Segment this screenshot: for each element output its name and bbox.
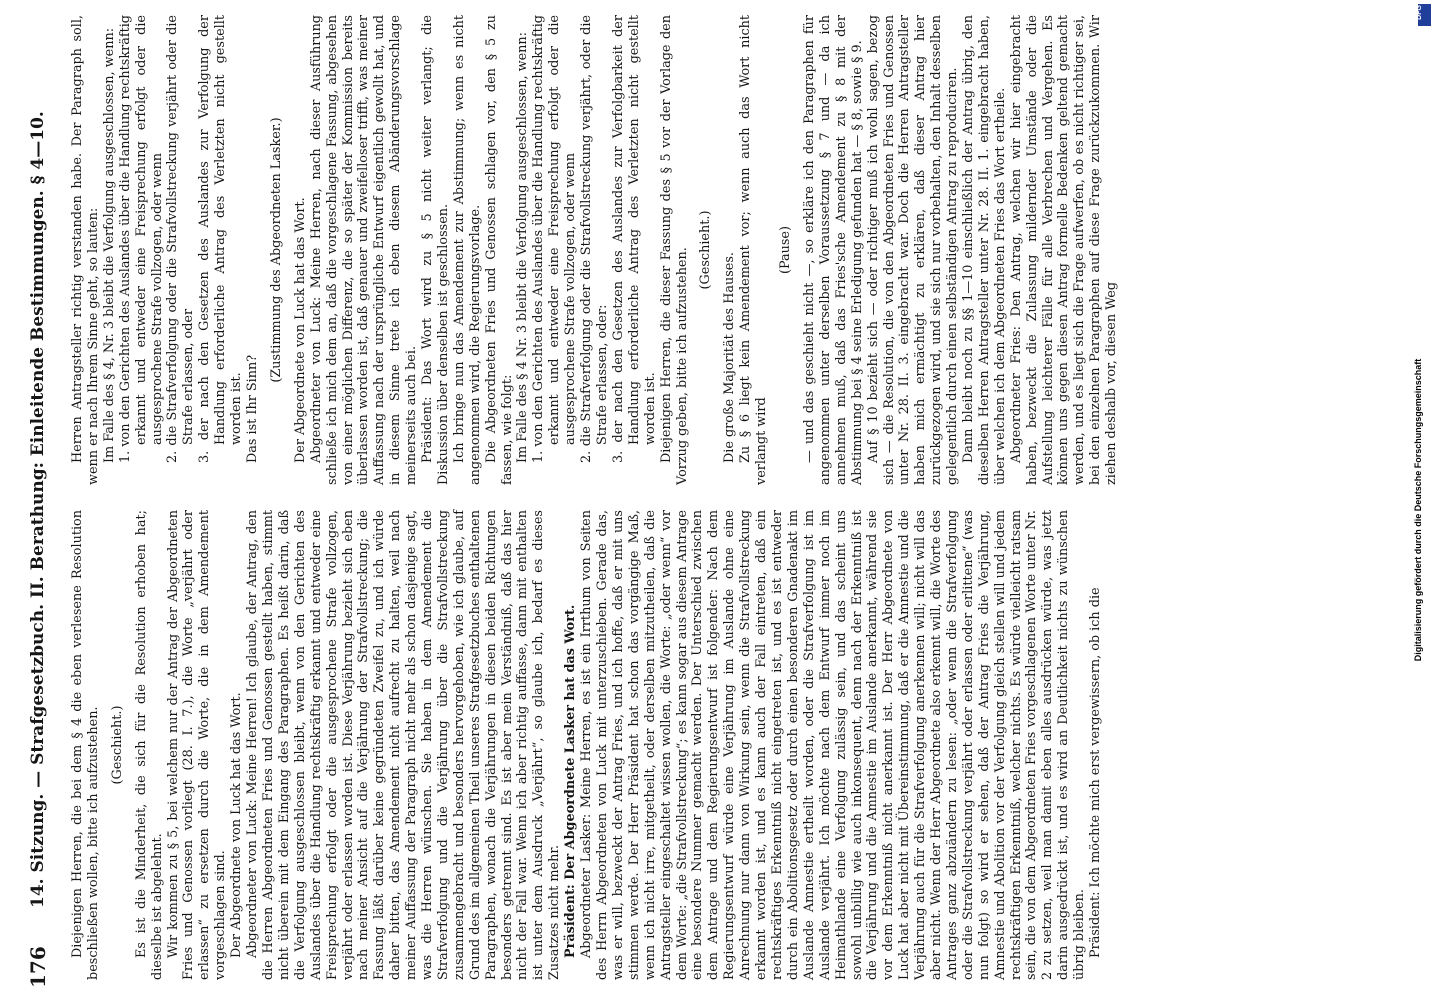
paragraph: Es ist die Minderheit, die sich für die Resolution erhoben hat; dieselbe ist abgelehnt. (133, 510, 165, 980)
paragraph: Die Abgeordneten Fries und Genossen schlagen vor, den § 5 zu fassen, wie folgt: (483, 15, 515, 485)
left-column (70, 510, 1104, 980)
paragraph: — und das geschieht nicht —, so erkläre ich den Paragraphen für angenommen unter derselben Voraussetzung § 7 und — da ich annehmen muß, daß das Fries'sche Amendement zu § 8 mit der Abstimmung bei § 4 seine Erledigung gefunden hat — § 8, sowie § 9. (801, 15, 865, 485)
paragraph: Im Falle des § 4 Nr. 3 bleibt die Verfolgung ausgeschlossen, wenn: (515, 32, 531, 463)
president-line: Präsident: Das Wort wird zu § 5 nicht weiter verlangt; die Diskussion über denselben ist geschlossen. (420, 15, 451, 485)
paragraph: Zu § 6 liegt kein Amendement vor; wenn auch das Wort nicht verlangt wird (738, 15, 770, 485)
stage-direction: (Geschieht.) (109, 705, 125, 785)
speech-paragraph: Abgeordneter von Luck: Meine Herren, nach dieser Ausführung schließe ich mich dem an, daß die vorgeschlagene Fassung, abgesehen von einer möglichen Differenz, die so später der Kommission bereits überlassen worden ist, daß genauer und zweifelloser trifft, was meiner Auffassung nach der ursprüngliche Entwurf eigentlich gewollt hat, und in diesem Sinne trete ich eben diesem Abänderungsvorschlage meinerseits auch bei. (308, 15, 420, 485)
speech-paragraph: Abgeordneter von Luck: Meine Herren! Ich glaube, der Antrag, den die Herren Abgeordneten Fries und Genossen gestellt haben, stimmt nicht überein mit dem Eingang des Paragraphen. Es heißt darin, daß die Verfolgung ausgeschlossen bleibt, wenn von den Gerichten des Auslandes über die Handlung rechtskräftig erkannt und entweder eine Freisprechung erfolgt oder die ausgesprochene Strafe vollzogen, verjährt oder erlassen worden ist. Diese Verjährung bezieht sich eben nach meiner Ansicht auf die Verjährung der Strafvollstreckung; die Fassung läßt darüber keine gegründeten Zweifel zu, und ich würde daher bitten, das Amendement nicht aufrecht zu halten, weil nach meiner Auffassung der Paragraph nicht mehr als schon dasjenige sagt, was die Herren wünschen. Sie haben in dem Amendement die Strafverfolgung und die Verjährung über die Strafvollstreckung zusammengebracht und besonders hervorgehoben, wie ich glaube, auf Grund des im allgemeinen Theil unseres Strafgesetzbuches enthaltenen Paragraphen, wonach die Verjährungen in diesen beiden Richtungen besonders getrennt sind. Es ist aber mein Verständniß, daß das hier nicht der Fall war. Wenn ich aber richtig auffasse, dann mit enthalten ist unter dem Ausdruck „Verjährt“, so glaube ich, bedarf es dieses Zusatzes nicht mehr. (245, 510, 563, 980)
paragraph: Wir kommen zu § 5, bei welchem nur der Antrag der Abgeordneten Fries und Genossen vorliegt (28. I. 7.), die Worte „verjährt oder erlassen“ zu ersetzen durch die Worte, die in dem Amendement vorgeschlagen sind. (165, 510, 229, 980)
page-header (22, 18, 62, 988)
stage-direction: (Geschieht.) (698, 210, 714, 290)
paragraph: Das ist Ihr Sinn? (244, 354, 260, 463)
paragraph: Ich bringe nun das Amendement zur Abstimmung; wenn es nicht angenommen wird, die Regierungsvorlage. (451, 15, 483, 485)
digitization-credit-bar (1413, 0, 1432, 1000)
page-number: 176 (26, 946, 50, 988)
list-item: 1. von den Gerichten des Auslandes über die Handlung rechtskräftig erkannt und entweder eine Freisprechung erfolgt oder die ausgesprochene Strafe vollzogen, oder wenn (531, 15, 579, 463)
paragraph: Im Falle des § 4, Nr. 3 bleibt die Verfolgung ausgeschlossen, wenn: (101, 27, 117, 463)
right-column (70, 15, 1120, 485)
dfg-logo-icon (1415, 4, 1431, 26)
list-item: 3. der nach den Gesetzen des Auslandes zur Verfolgbarkeit der Handlung erforderliche Antrag des Verletzten nicht gestellt worden ist. (610, 15, 658, 463)
running-head: 14. Sitzung. — Strafgesetzbuch. II. Berathung: Einleitende Bestimmungen. § 4—10. (28, 111, 48, 908)
list-item: 1. von den Gerichten des Auslandes über die Handlung rechtskräftig erkannt und entweder eine Freisprechung erfolgt oder die ausgesprochene Strafe vollzogen, oder wenn (117, 15, 165, 463)
dfg-logo-text: DFG (1415, 5, 1423, 20)
president-line: Präsident: Der Abgeordnete Lasker hat das Wort. (563, 604, 579, 958)
paragraph: Diejenigen Herren, die bei dem § 4 die eben verlesene Resolution beschließen wollen, bitte ich aufzustehen. (70, 510, 101, 980)
speech-paragraph: Abgeordneter Fries: Den Antrag, welchen wir hier eingebracht haben, bezweckt die Zulassung mildernder Umstände oder die Aufstellung leichterer Fälle für alle Verbrechen und Vergehen. Es können uns gegen diesen Antrag formelle Bedenken geltend gemacht werden, und es liegt sich die Frage aufwerfen, ob es nicht richtiger sei, bei den einzelnen Paragraphen auf diese Frage zurückzukommen. Wir ziehen deshalb vor, diesen Weg (1008, 15, 1120, 485)
paragraph: Dann bleibt noch zu §§ 1—10 einschließlich der Antrag übrig, den dieselben Herren Antragsteller unter Nr. 28. II. 1. eingebracht haben, über welchen ich dem Abgeordneten Fries das Wort ertheile. (961, 15, 1008, 485)
stage-direction: (Zustimmung des Abgeordneten Lasker.) (268, 117, 284, 383)
list-item: 2. die Strafverfolgung oder die Strafvollstreckung verjährt oder die Strafe erlassen, oder (165, 15, 197, 463)
paragraph: Der Abgeordnete von Luck hat das Wort. (292, 197, 308, 463)
list-item: 2. die Strafverfolgung oder die Strafvollstreckung verjährt, oder die Strafe erlassen, oder: (579, 15, 610, 463)
paragraph: Auf § 10 bezieht sich — oder richtiger muß ich wohl sagen, bezog sich — die Resolution, die von den Abgeordneten Fries und Genossen unter Nr. 28. II. 3. eingebracht war. Doch die Herren Antragsteller haben mich ermächtigt zu erklären, daß dieser Antrag hier zurückgezogen wird, und sie sich nur vorbehalten, den Inhalt desselben gelegentlich durch einen selbständigen Antrag zu reproduciren. (865, 15, 961, 485)
stage-direction: (Pause) (778, 225, 794, 275)
paragraph: Diejenigen Herren, die dieser Fassung des § 5 vor der Vorlage den Vorzug geben, bitte ich aufzustehen. (658, 15, 690, 485)
paragraph: Herren Antragsteller richtig verstanden habe. Der Paragraph soll, wenn er nach Ihrem Sinne geht, so lauten: (70, 15, 101, 485)
digitization-credit-text: Digitalisierung gefördert durch die Deutsche Forschungsgemeinschaft (1413, 358, 1423, 662)
paragraph: Der Abgeordnete von Luck hat das Wort. (229, 692, 245, 958)
list-item: 3. der nach den Gesetzen des Auslandes zur Verfolgung der Handlung erforderliche Antrag des Verletzten nicht gestellt worden ist. (197, 15, 245, 463)
speech-paragraph: Abgeordneter Lasker: Meine Herren, es ist ein Irrthum von Seiten des Herrn Abgeordneten von Luck mit unterzuschieben. Gerade das, was er will, bezweckt der Antrag Fries, und ich hoffe, daß er mit uns stimmen werde. Der Herr Präsident hat schon das vorgängige Maß, wenn ich nicht irre, mitgetheilt, oder derselben mitzutheilen, daß die Antragsteller eingeschaltet wissen wollen, die Worte: „oder wenn“ vor dem Worte: „die Strafvollstreckung“; es kann sogar aus diesem Antrage eine besondere Nummer gemacht werden. Der Unterschied zwischen dem Antrage und dem Regierungsentwurf ist folgender: Nach dem Regierungsentwurf würde eine Verjährung im Auslande ohne eine Anrechnung nur dann von Wirkung sein, wenn die Strafvollstreckung erkannt worden ist, und es kann auch der Fall eintreten, daß ein rechtskräftiges Erkenntniß nicht eingetreten ist, und es ist entweder durch ein Abolitionsgesetz oder durch einen besonderen Gnadenakt im Auslande Amnestie ertheilt worden, oder die Strafverfolgung ist im Auslande verjährt. Ich möchte nach dem Entwurf immer noch im Heimathlande eine Verfolgung zulässig sein, und das scheint uns sowohl unbillig wie auch inkonsequent, denn nach der Erkenntniß ist die Verjährung und die Amnestie im Auslande anerkannt, während sie vor dem Erkenntniß nicht anerkannt ist. Der Herr Abgeordnete von Luck hat aber nicht mit Übereinstimmung, daß er die Amnestie und die Verjährung auch für die Strafverfolgung anerkennen will; nicht will das aber nicht. Wenn der Herr Abgeordnete also erkennt will, die Worte des Antrages ganz abzuändern zu lesen: „oder wenn die Strafverfolgung oder die Strafvollstreckung verjährt oder erlassen oder erlittene“ (was nun folgt) so wird er sehen, daß der Antrag Fries die Verjährung, Amnestie und Abolition vor der Verfolgung gleich stellen will und jedem rechtskräftigen Erkenntniß, welcher nichts. Es würde vielleicht ratsam sein, die von dem Abgeordneten Fries vorgeschlagenen Worte unter Nr. 2 zu setzen, weil man damit eben alles ausdrücken würde, was jetzt darin ausgedrückt ist, und es wird an Deutlichkeit nichts zu wünschen übrig bleiben. (579, 510, 1088, 980)
paragraph: Die große Majorität des Hauses. (722, 252, 738, 463)
paragraph: Präsident: Ich möchte mich erst vergewissern, ob ich die (1088, 587, 1104, 958)
